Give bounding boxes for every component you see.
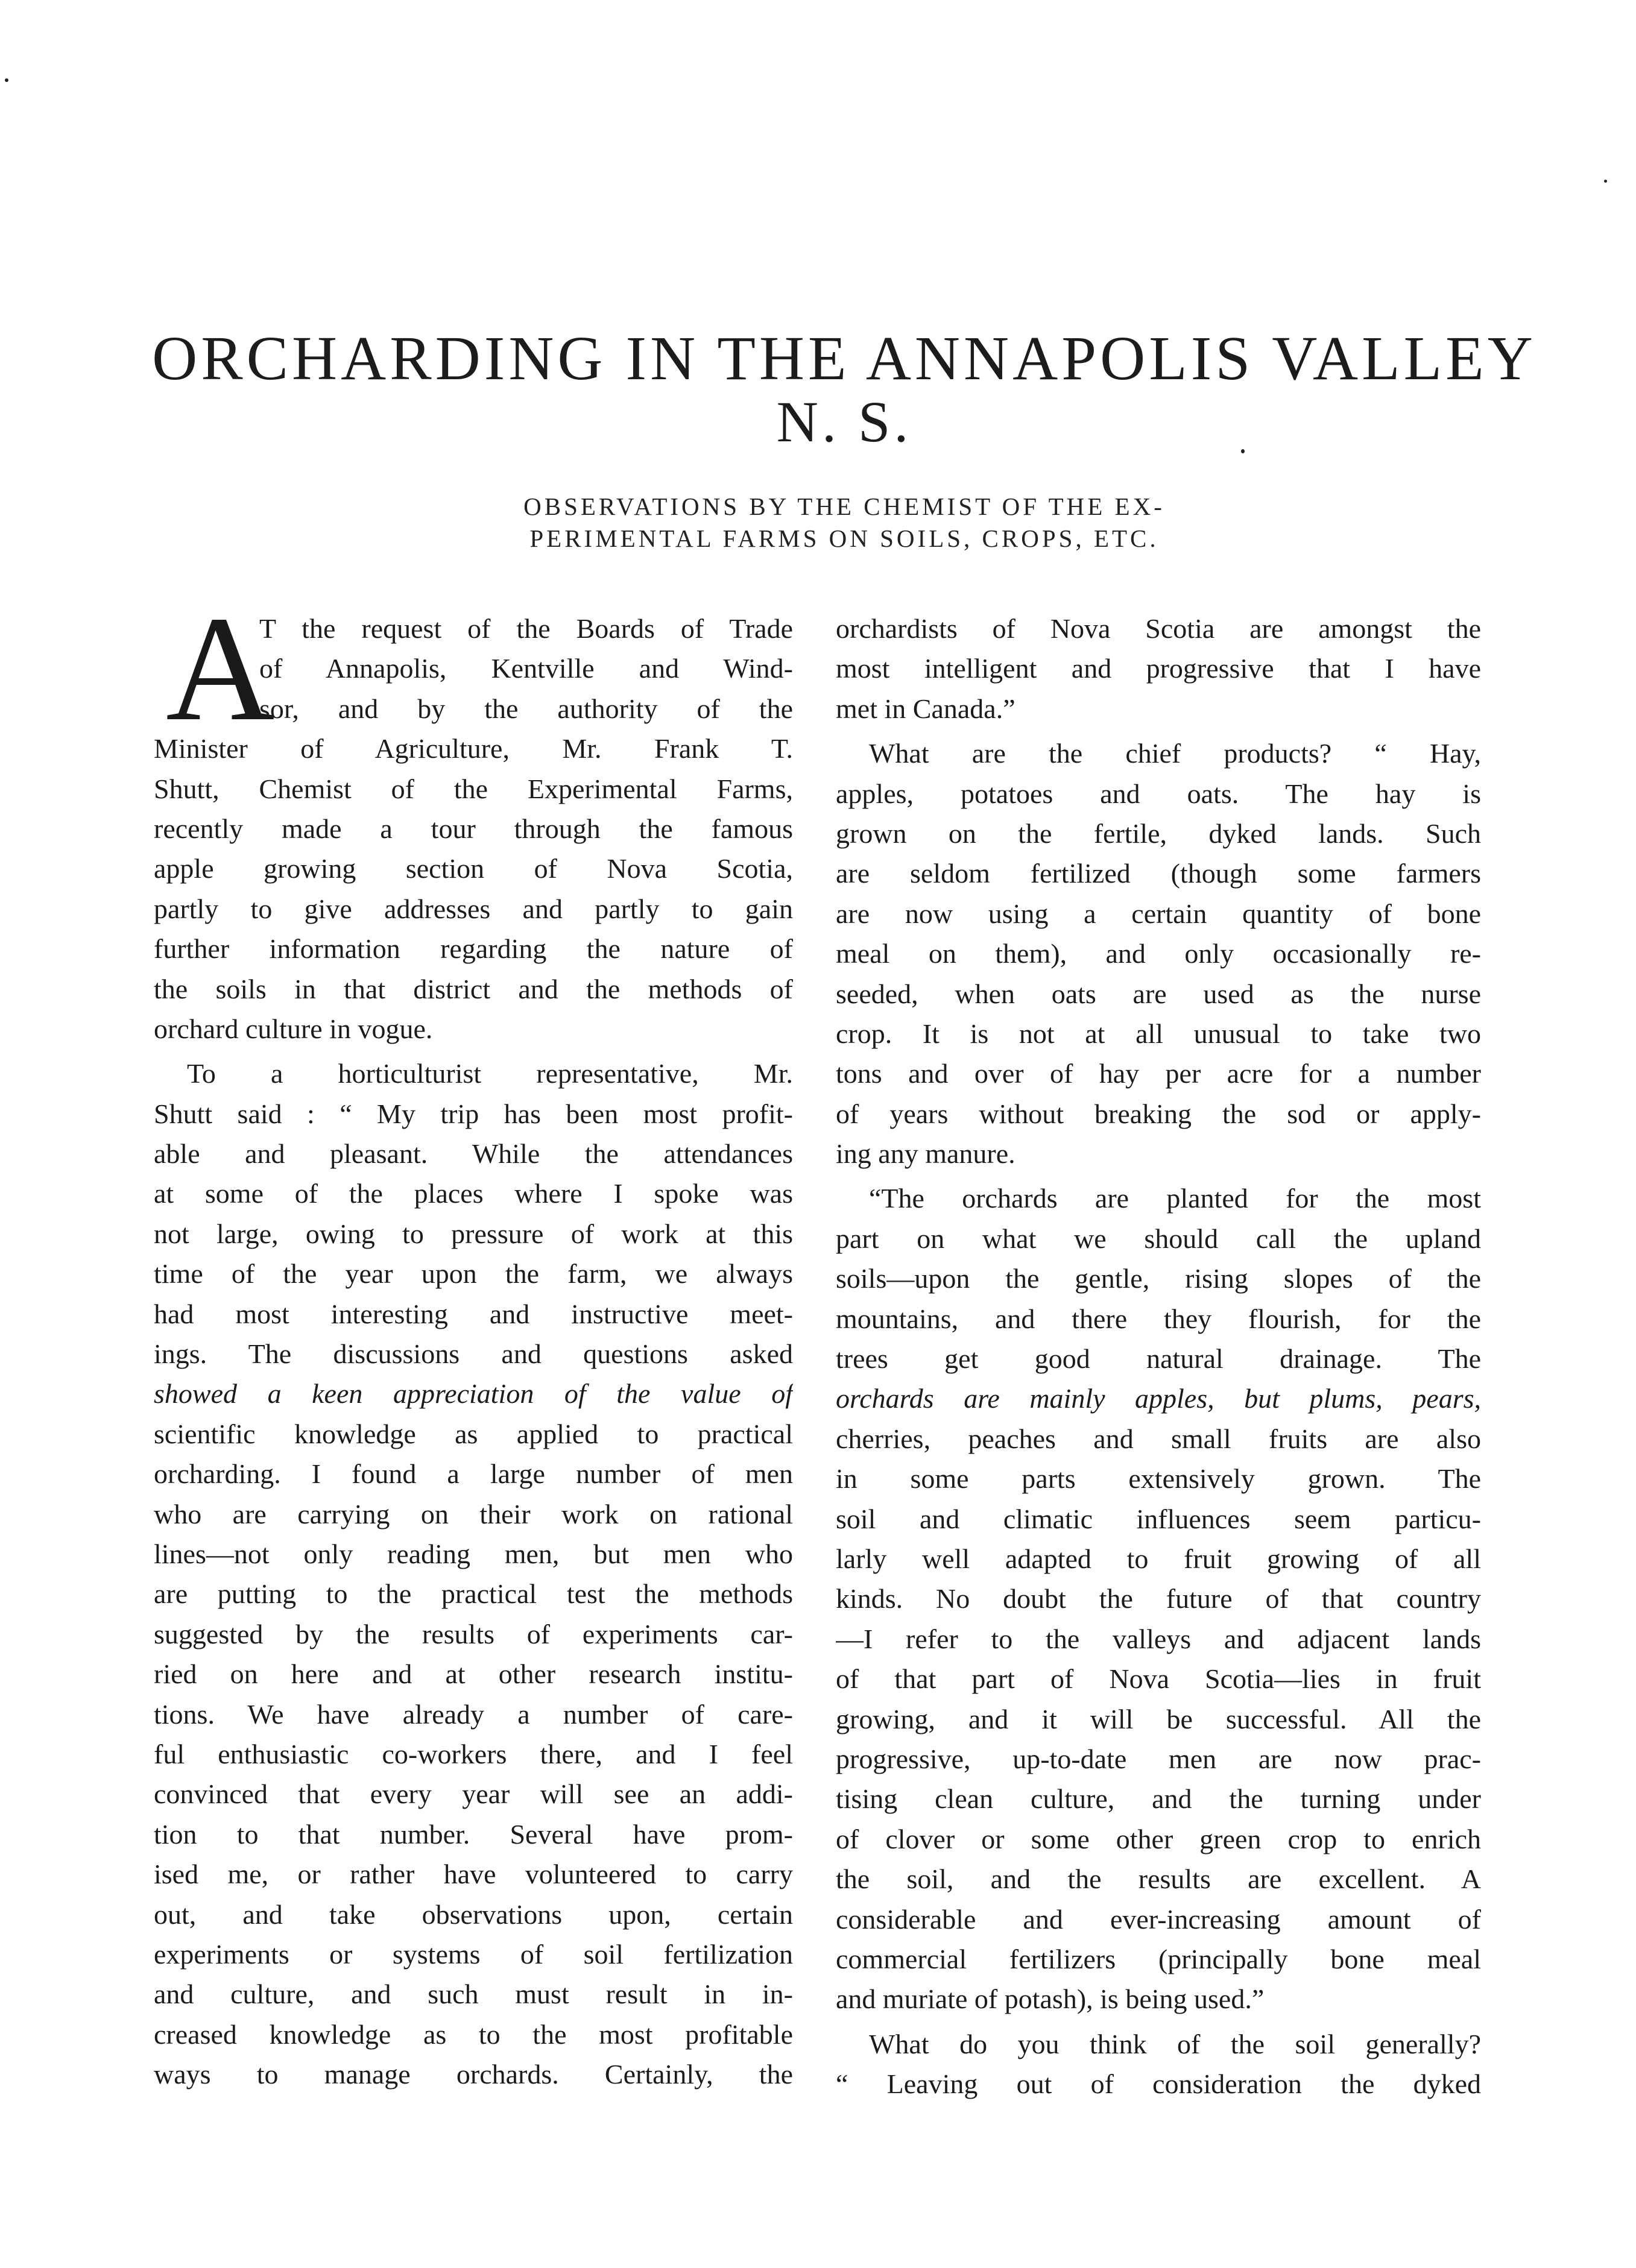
text-line: commercial fertilizers (principally bone meal: [836, 1943, 1481, 1974]
text-line: of that part of Nova Scotia—lies in fruit: [836, 1663, 1481, 1695]
text-line: most intelligent and progressive that I have: [836, 653, 1481, 684]
text-line: trees get good natural drainage. The: [836, 1343, 1481, 1375]
text-line: “ Leaving out of consideration the dyked: [836, 2068, 1481, 2100]
text-line: suggested by the results of experiments car-: [154, 1618, 793, 1649]
text-line: orcharding. I found a large number of men: [154, 1458, 793, 1490]
text-line: time of the year upon the farm, we always: [154, 1258, 793, 1290]
text-line: seeded, when oats are used as the nurse: [836, 978, 1481, 1009]
text-line: “The orchards are planted for the most: [869, 1183, 1481, 1214]
text-line: tions. We have already a number of care-: [154, 1698, 793, 1730]
text-line: the soil, and the results are excellent. A: [836, 1863, 1481, 1895]
left-column: [154, 585, 793, 2094]
text-line: showed a keen appreciation of the value of: [154, 1378, 793, 1410]
text-line: are putting to the practical test the methods: [154, 1578, 793, 1610]
scan-speck: [1604, 180, 1607, 183]
article-subtitle-continued: PERIMENTAL FARMS ON SOILS, CROPS, ETC.: [529, 524, 1159, 552]
text-line: of years without breaking the sod or apply-: [836, 1098, 1481, 1129]
text-line: ised me, or rather have volunteered to carry: [154, 1859, 793, 1890]
text-line: and muriate of potash), is being used.”: [836, 1983, 1265, 2015]
text-line: Minister of Agriculture, Mr. Frank T.: [154, 733, 793, 764]
article-title: ORCHARDING IN THE ANNAPOLIS VALLEY: [152, 324, 1537, 393]
text-line: growing, and it will be successful. All the: [836, 1703, 1481, 1734]
text-line: convinced that every year will see an addi-: [154, 1778, 793, 1810]
scan-speck: [5, 78, 8, 82]
text-line: are now using a certain quantity of bone: [836, 898, 1481, 929]
right-column: [836, 609, 1481, 2104]
text-line: at some of the places where I spoke was: [154, 1178, 793, 1209]
text-line: Shutt said : “ My trip has been most profit-: [154, 1098, 793, 1129]
text-line: ings. The discussions and questions asked: [154, 1338, 793, 1370]
text-line: further information regarding the nature of: [154, 933, 793, 965]
text-line: grown on the fertile, dyked lands. Such: [836, 817, 1481, 849]
text-line: cherries, peaches and small fruits are also: [836, 1423, 1481, 1454]
text-line: partly to give addresses and partly to gain: [154, 893, 793, 924]
drop-cap: A: [166, 585, 275, 752]
text-line: who are carrying on their work on rational: [154, 1498, 793, 1529]
text-line: —I refer to the valleys and adjacent lands: [836, 1623, 1481, 1654]
article-title-continued: N. S.: [776, 389, 912, 454]
text-line: and culture, and such must result in in-: [154, 1979, 793, 2010]
text-line: ways to manage orchards. Certainly, the: [154, 2059, 793, 2090]
text-line: recently made a tour through the famous: [154, 813, 793, 844]
text-line: apples, potatoes and oats. The hay is: [836, 778, 1481, 809]
text-line: larly well adapted to fruit growing of all: [836, 1543, 1481, 1574]
text-line: progressive, up-to-date men are now prac-: [836, 1743, 1481, 1774]
text-line: What are the chief products? “ Hay,: [869, 738, 1481, 769]
text-line: sor, and by the authority of the: [259, 693, 793, 724]
text-line: in some parts extensively grown. The: [836, 1463, 1481, 1495]
text-line: Shutt, Chemist of the Experimental Farms,: [154, 773, 793, 804]
text-line: What do you think of the soil generally?: [869, 2028, 1481, 2059]
article-subtitle: OBSERVATIONS BY THE CHEMIST OF THE EX-: [523, 493, 1165, 520]
text-line: of Annapolis, Kentville and Wind-: [259, 653, 793, 684]
text-line: part on what we should call the upland: [836, 1223, 1481, 1254]
text-line: orchard culture in vogue.: [154, 1013, 433, 1044]
text-line: ried on here and at other research institu-: [154, 1658, 793, 1690]
text-line: orchards are mainly apples, but plums, pears,: [836, 1383, 1481, 1414]
text-line: tion to that number. Several have prom-: [154, 1818, 793, 1850]
text-line: met in Canada.”: [836, 693, 1015, 724]
text-line: lines—not only reading men, but men who: [154, 1538, 793, 1569]
text-line: meal on them), and only occasionally re-: [836, 938, 1481, 969]
text-line: not large, owing to pressure of work at this: [154, 1218, 793, 1249]
text-line: considerable and ever-increasing amount of: [836, 1903, 1481, 1935]
text-line: apple growing section of Nova Scotia,: [154, 853, 793, 884]
text-line: ful enthusiastic co-workers there, and I feel: [154, 1738, 793, 1769]
text-line: soil and climatic influences seem particu-: [836, 1503, 1481, 1534]
text-line: To a horticulturist representative, Mr.: [187, 1058, 793, 1089]
text-line: orchardists of Nova Scotia are amongst the: [836, 613, 1481, 644]
text-line: creased knowledge as to the most profitable: [154, 2018, 793, 2050]
text-line: the soils in that district and the methods of: [154, 973, 793, 1004]
text-line: of clover or some other green crop to enrich: [836, 1823, 1481, 1854]
text-line: out, and take observations upon, certain: [154, 1898, 793, 1930]
text-line: crop. It is not at all unusual to take two: [836, 1018, 1481, 1049]
text-line: able and pleasant. While the attendances: [154, 1138, 793, 1170]
text-line: tising clean culture, and the turning under: [836, 1783, 1481, 1815]
text-line: had most interesting and instructive meet-: [154, 1298, 793, 1329]
text-line: experiments or systems of soil fertilization: [154, 1938, 793, 1970]
text-line: T the request of the Boards of Trade: [259, 613, 793, 644]
text-line: kinds. No doubt the future of that country: [836, 1583, 1481, 1614]
text-line: soils—upon the gentle, rising slopes of the: [836, 1263, 1481, 1294]
text-line: mountains, and there they flourish, for the: [836, 1303, 1481, 1334]
text-line: ing any manure.: [836, 1138, 1015, 1170]
text-line: tons and over of hay per acre for a number: [836, 1058, 1481, 1089]
text-line: scientific knowledge as applied to practical: [154, 1418, 793, 1449]
text-line: are seldom fertilized (though some farmers: [836, 858, 1481, 889]
